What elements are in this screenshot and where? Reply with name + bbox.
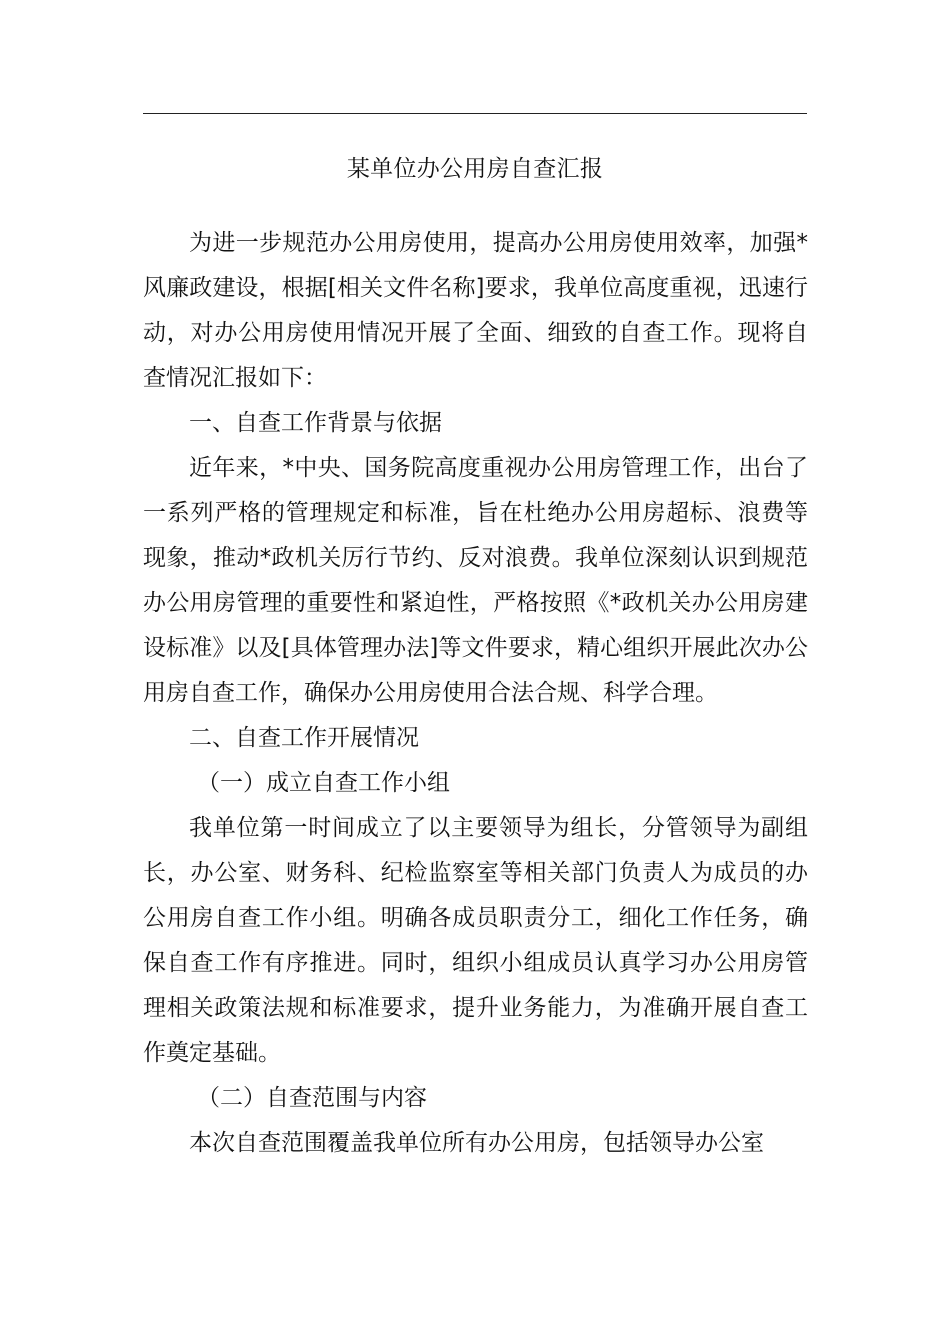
document-body — [143, 221, 808, 1166]
scope-paragraph: 本次自查范围覆盖我单位所有办公用房，包括领导办公室 — [189, 1130, 764, 1156]
section-heading-2: 二、自查工作开展情况 — [189, 725, 419, 751]
subsection-heading-2: （二）自查范围与内容 — [197, 1085, 428, 1111]
work-group-paragraph: 我单位第一时间成立了以主要领导为组长，分管领导为副组长，办公室、财务科、纪检监察室等相关部门负责人为成员的办公用房自查工作小组。明确各成员职责分工，细化工作任务，确保自查工作有序推进。同时，组织小组成员认真学习办公用房管理相关政策法规和标准要求，提升业务能力，为准确开展自查工作奠定基础。 — [143, 815, 808, 1066]
section-heading-1: 一、自查工作背景与依据 — [189, 410, 442, 436]
background-paragraph: 近年来，*中央、国务院高度重视办公用房管理工作，出台了一系列严格的管理规定和标准，旨在杜绝办公用房超标、浪费等现象，推动*政机关厉行节约、反对浪费。我单位深刻认识到规范办公用房管理的重要性和紧迫性，严格按照《*政机关办公用房建设标准》以及[具体管理办法]等文件要求，精心组织开展此次办公用房自查工作，确保办公用房使用合法合规、科学合理。 — [143, 455, 808, 706]
header-rule — [143, 113, 807, 114]
subsection-heading-1: （一）成立自查工作小组 — [197, 770, 451, 796]
intro-paragraph: 为进一步规范办公用房使用，提高办公用房使用效率，加强*风廉政建设，根据[相关文件名称]要求，我单位高度重视，迅速行动，对办公用房使用情况开展了全面、细致的自查工作。现将自查情况汇报如下： — [143, 230, 808, 391]
document-title: 某单位办公用房自查汇报 — [346, 156, 604, 182]
